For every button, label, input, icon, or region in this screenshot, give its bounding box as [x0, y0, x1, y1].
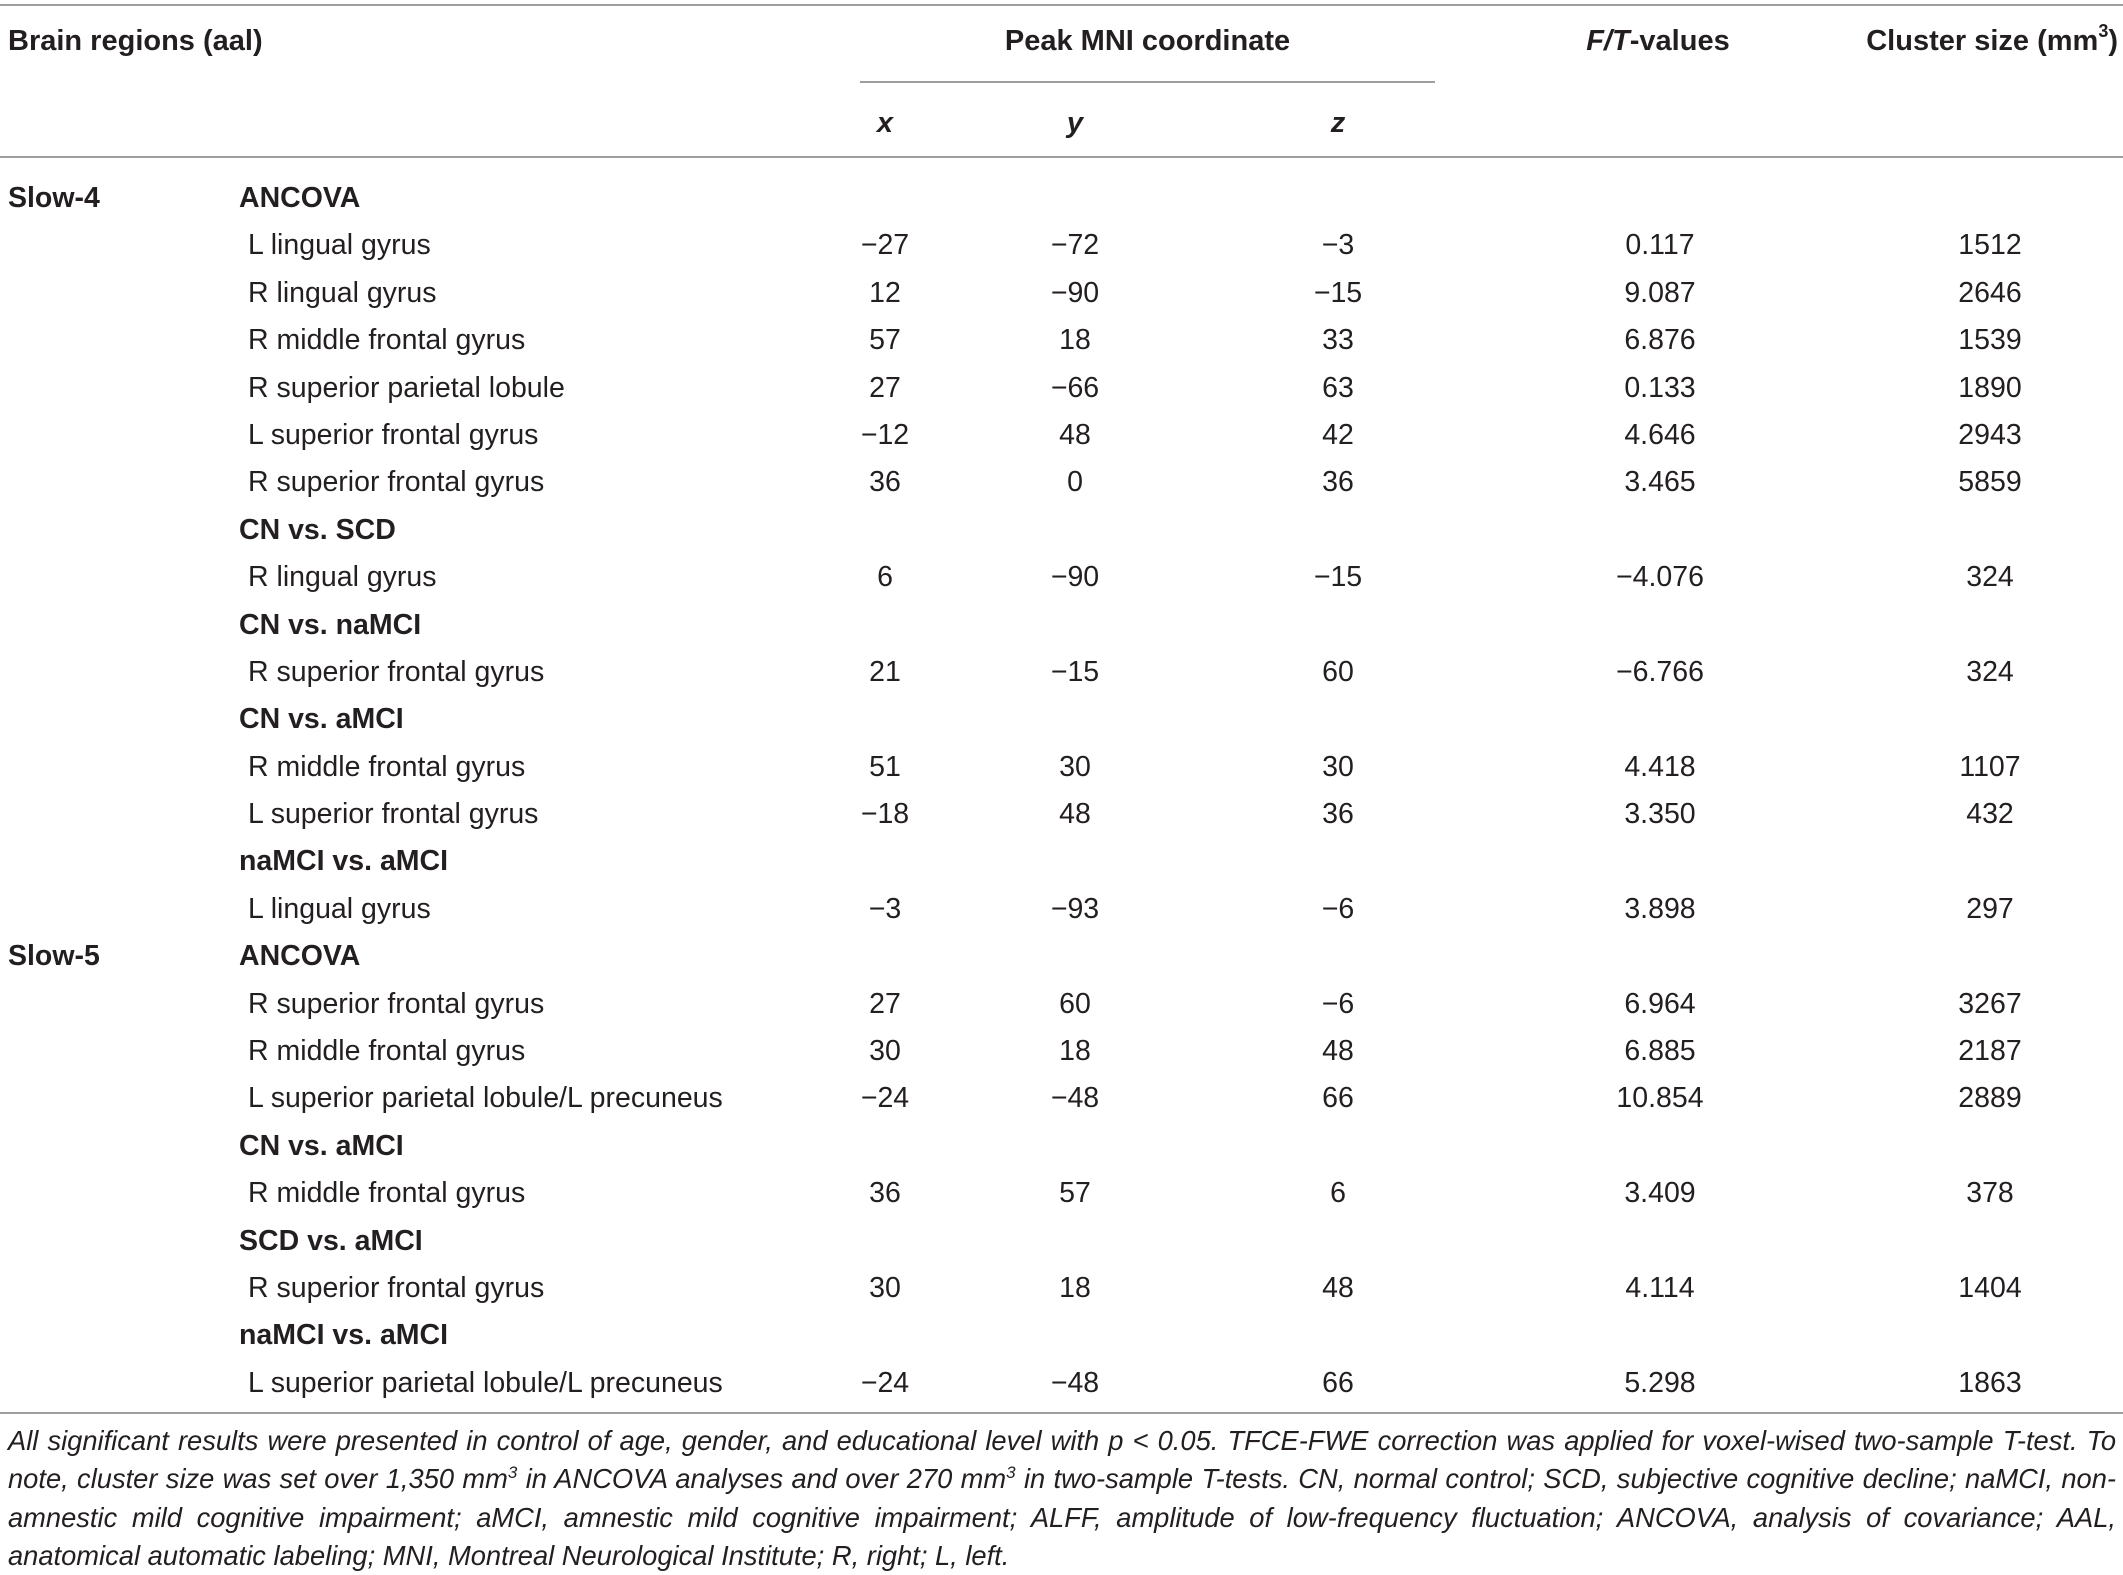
cluster-size-cell: 3267	[1958, 987, 2022, 1020]
table-row	[0, 886, 2123, 933]
ft-value-cell: 0.133	[1624, 371, 1696, 404]
table-row	[0, 649, 2123, 696]
table-row	[0, 744, 2123, 791]
header-ft-values	[1568, 24, 1748, 58]
header-bottom-rule	[0, 156, 2123, 158]
z-cell: 6	[1330, 1177, 1346, 1210]
group-header-row	[0, 838, 2123, 885]
cluster-size-cell: 5859	[1958, 466, 2022, 499]
region-cell: L lingual gyrus	[248, 892, 431, 925]
y-cell: −48	[1050, 1082, 1100, 1115]
header-peak-mni: Peak MNI coordinate	[1004, 25, 1291, 57]
table-body	[0, 175, 2123, 1407]
ft-value-cell: 10.854	[1616, 1082, 1704, 1115]
header-x-label: x	[876, 107, 894, 139]
header-z-label: z	[1330, 107, 1346, 139]
group-header-row	[0, 1123, 2123, 1170]
region-cell: L superior frontal gyrus	[248, 798, 539, 831]
x-cell: 6	[877, 561, 893, 594]
cluster-size-cell: 297	[1966, 892, 2014, 925]
cluster-size-cell: 324	[1966, 655, 2014, 688]
cluster-size-cell: 1107	[1959, 750, 2021, 783]
y-cell: 30	[1059, 750, 1091, 783]
z-cell: 33	[1322, 324, 1354, 357]
cluster-size-cell: 2889	[1958, 1082, 2022, 1115]
x-cell: 36	[869, 466, 901, 499]
header-brain-regions: Brain regions (aal)	[8, 25, 263, 57]
group-label: naMCI vs. aMCI	[239, 845, 449, 878]
z-cell: −6	[1321, 892, 1355, 925]
z-cell: 48	[1322, 1271, 1354, 1304]
cluster-size-cell: 1863	[1958, 1366, 2022, 1399]
ft-value-cell: 4.646	[1624, 418, 1696, 451]
region-cell: R middle frontal gyrus	[248, 1177, 526, 1210]
table-row	[0, 365, 2123, 412]
y-cell: −90	[1050, 276, 1100, 309]
z-cell: 42	[1322, 418, 1354, 451]
table-top-rule	[0, 4, 2123, 6]
ft-value-cell: 3.465	[1624, 466, 1696, 499]
table-row	[0, 459, 2123, 506]
ft-value-cell: 3.350	[1624, 798, 1696, 831]
y-cell: 18	[1059, 1035, 1091, 1068]
x-cell: 57	[869, 324, 901, 357]
region-cell: L lingual gyrus	[248, 229, 431, 262]
table-row	[0, 412, 2123, 459]
y-cell: −66	[1050, 371, 1100, 404]
y-cell: 48	[1059, 418, 1091, 451]
region-cell: R middle frontal gyrus	[248, 1035, 526, 1068]
group-label: naMCI vs. aMCI	[239, 1319, 449, 1352]
z-cell: −15	[1313, 561, 1363, 594]
region-cell: L superior parietal lobule/L precuneus	[248, 1082, 723, 1115]
x-cell: 12	[869, 276, 901, 309]
x-cell: −3	[868, 892, 902, 925]
ft-value-cell: 6.964	[1624, 987, 1696, 1020]
cluster-size-cell: 324	[1966, 561, 2014, 594]
cluster-size-cell: 378	[1966, 1177, 2014, 1210]
group-header-row	[0, 696, 2123, 743]
region-cell: R middle frontal gyrus	[248, 324, 526, 357]
x-cell: −12	[860, 418, 910, 451]
region-cell: R lingual gyrus	[248, 561, 437, 594]
cluster-size-cell: 432	[1966, 798, 2014, 831]
ft-value-cell: 5.298	[1624, 1366, 1696, 1399]
ft-value-cell: 6.885	[1624, 1035, 1696, 1068]
table-row	[0, 270, 2123, 317]
cluster-size-cell: 1539	[1958, 324, 2022, 357]
x-cell: −27	[860, 229, 910, 262]
z-cell: 63	[1322, 371, 1354, 404]
group-header-row	[0, 1312, 2123, 1359]
z-cell: −15	[1313, 276, 1363, 309]
group-header-row	[0, 175, 2123, 222]
ft-value-cell: 4.418	[1624, 750, 1696, 783]
region-cell: R superior frontal gyrus	[248, 655, 545, 688]
region-cell: R lingual gyrus	[248, 276, 437, 309]
section-label: Slow-4	[8, 182, 100, 214]
x-cell: 27	[869, 987, 901, 1020]
table-bottom-rule	[0, 1412, 2123, 1414]
group-label: CN vs. naMCI	[239, 608, 422, 641]
group-header-row	[0, 1218, 2123, 1265]
header-cluster-sup: 3	[2098, 21, 2109, 42]
y-cell: −15	[1050, 655, 1100, 688]
group-label: CN vs. aMCI	[239, 703, 404, 736]
table-row	[0, 1265, 2123, 1312]
y-cell: 48	[1059, 798, 1091, 831]
header-ft-italic: F/T	[1586, 25, 1630, 57]
table-row	[0, 222, 2123, 269]
table-footnote	[8, 1422, 2116, 1575]
cluster-size-cell: 1404	[1958, 1271, 2022, 1304]
group-label: ANCOVA	[239, 940, 361, 973]
x-cell: −24	[860, 1082, 910, 1115]
header-cluster-close: )	[2108, 25, 2118, 57]
table-row	[0, 1360, 2123, 1407]
x-cell: 27	[869, 371, 901, 404]
header-subrule	[860, 81, 1435, 83]
group-label: CN vs. aMCI	[239, 1129, 404, 1162]
header-ft-rest: -values	[1629, 25, 1730, 57]
region-cell: R superior parietal lobule	[248, 371, 565, 404]
x-cell: 36	[869, 1177, 901, 1210]
y-cell: 57	[1059, 1177, 1091, 1210]
x-cell: 30	[869, 1271, 901, 1304]
cluster-size-cell: 2187	[1958, 1035, 2022, 1068]
region-cell: R superior frontal gyrus	[248, 987, 545, 1020]
y-cell: −90	[1050, 561, 1100, 594]
header-y-label: y	[1066, 107, 1084, 139]
header-cluster-size	[1860, 21, 2118, 58]
table-row	[0, 317, 2123, 364]
section-label: Slow-5	[8, 940, 100, 973]
z-cell: 66	[1322, 1082, 1354, 1115]
footnote-text-1: All significant results were presented in control of age, gender, and educational level with p < 0.05. TFCE-FWE correction was applied for voxel-wised two-sample T-test. To note, cluster size was set over 1,350 mm	[8, 1425, 2116, 1495]
ft-value-cell: 0.117	[1625, 229, 1695, 262]
z-cell: 60	[1322, 655, 1354, 688]
z-cell: −3	[1321, 229, 1355, 262]
x-cell: −24	[860, 1366, 910, 1399]
region-cell: L superior parietal lobule/L precuneus	[248, 1366, 723, 1399]
x-cell: 51	[869, 750, 901, 783]
region-cell: R middle frontal gyrus	[248, 750, 526, 783]
y-cell: 18	[1059, 1271, 1091, 1304]
ft-value-cell: −4.076	[1616, 561, 1704, 594]
ft-value-cell: 4.114	[1625, 1271, 1695, 1304]
x-cell: 30	[869, 1035, 901, 1068]
table-row	[0, 1075, 2123, 1122]
cluster-size-cell: 1890	[1958, 371, 2022, 404]
x-cell: −18	[860, 798, 910, 831]
z-cell: 66	[1322, 1366, 1354, 1399]
x-cell: 21	[869, 655, 901, 688]
header-y	[990, 106, 1160, 140]
group-header-row	[0, 507, 2123, 554]
region-cell: L superior frontal gyrus	[248, 418, 539, 451]
y-cell: 0	[1067, 466, 1083, 499]
ft-value-cell: 6.876	[1624, 324, 1696, 357]
table-row	[0, 791, 2123, 838]
group-header-row	[0, 602, 2123, 649]
table-row	[0, 1170, 2123, 1217]
cluster-size-cell: 2646	[1958, 276, 2022, 309]
group-header-row	[0, 933, 2123, 980]
z-cell: −6	[1321, 987, 1355, 1020]
ft-value-cell: 9.087	[1624, 276, 1696, 309]
footnote-text-2: in ANCOVA analyses and over 270 mm	[517, 1463, 1007, 1495]
group-label: CN vs. SCD	[239, 513, 396, 546]
z-cell: 30	[1322, 750, 1354, 783]
cluster-size-cell: 2943	[1958, 418, 2022, 451]
y-cell: 60	[1059, 987, 1091, 1020]
header-x	[800, 106, 970, 140]
y-cell: 18	[1059, 324, 1091, 357]
z-cell: 36	[1322, 798, 1354, 831]
footnote-text-3: in two-sample T-tests. CN, normal control; SCD, subjective cognitive decline; naMCI, non-amnestic mild cognitive impairment; aMCI, amnestic mild cognitive impairment; ALFF, amplitude of low-frequency fluctuation; ANCOVA, analysis of covariance; AAL, anatomical automatic labeling; MNI, Montreal Neurological Institute; R, right; L, left.	[8, 1463, 2116, 1571]
cluster-size-cell: 1512	[1958, 229, 2022, 262]
group-label: SCD vs. aMCI	[239, 1224, 423, 1257]
z-cell: 48	[1322, 1035, 1354, 1068]
ft-value-cell: 3.409	[1624, 1177, 1696, 1210]
header-cluster-text: Cluster size (mm	[1866, 25, 2099, 57]
footnote-sup-2: 3	[1006, 1463, 1016, 1483]
ft-value-cell: −6.766	[1616, 655, 1704, 688]
z-cell: 36	[1322, 466, 1354, 499]
table-row	[0, 554, 2123, 601]
table-row	[0, 1028, 2123, 1075]
region-cell: R superior frontal gyrus	[248, 466, 545, 499]
ft-value-cell: 3.898	[1624, 892, 1696, 925]
y-cell: −72	[1050, 229, 1100, 262]
y-cell: −48	[1050, 1366, 1100, 1399]
header-z	[1253, 106, 1423, 140]
y-cell: −93	[1050, 892, 1100, 925]
region-cell: R superior frontal gyrus	[248, 1271, 545, 1304]
table-row	[0, 981, 2123, 1028]
group-label: ANCOVA	[239, 182, 361, 214]
footnote-sup-1: 3	[507, 1463, 518, 1483]
